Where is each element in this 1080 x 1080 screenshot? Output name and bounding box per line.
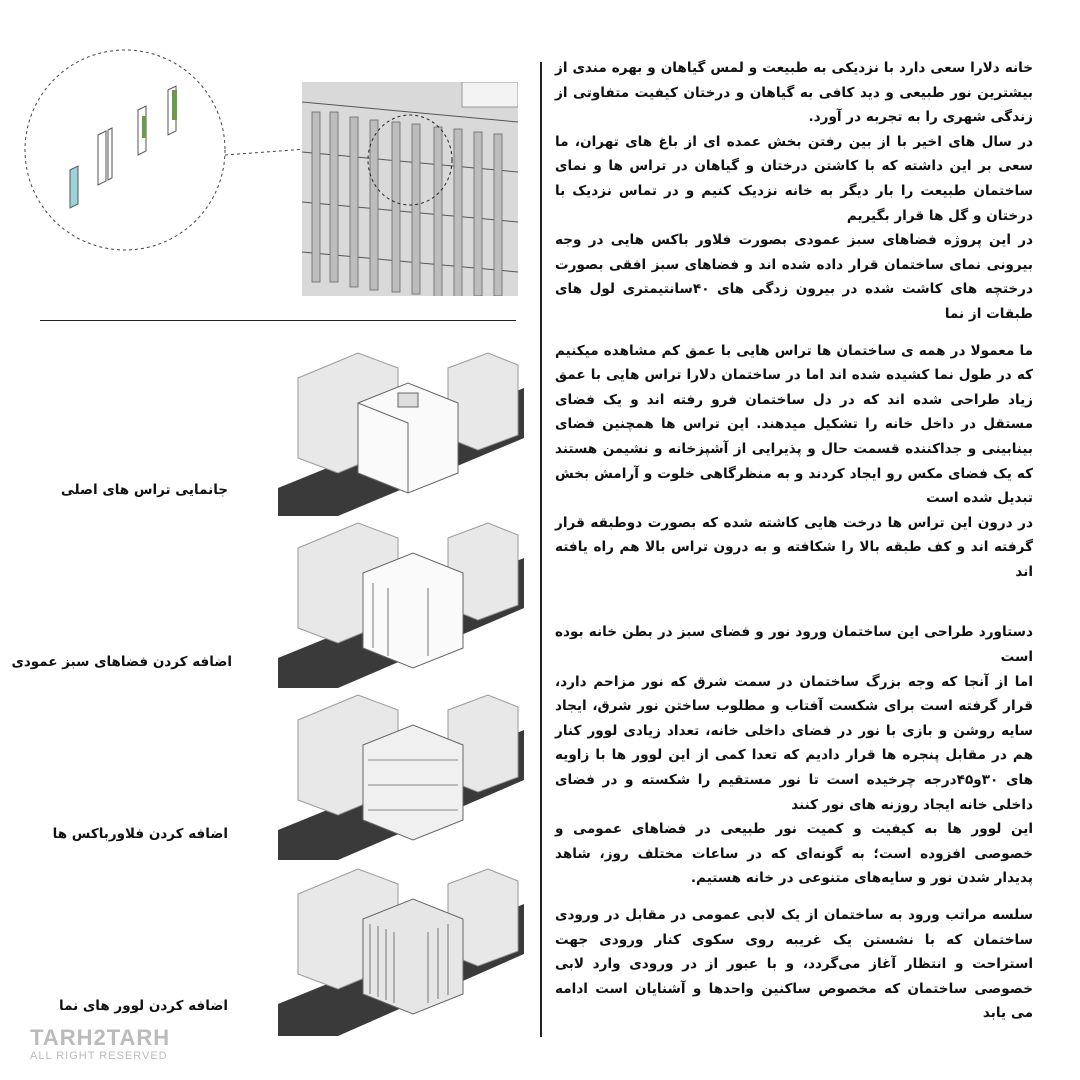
axonometric-flowerboxes xyxy=(278,690,524,860)
caption-flowerboxes: اضافه کردن فلاورباکس ها xyxy=(52,826,228,842)
facade-image xyxy=(302,82,518,296)
paragraph: در درون این تراس ها درخت هایی کاشته شده که بصورت دوطبقه قرار گرفته اند و کف طبقه بالا را شکافته و به درون تراس بالا هم راه یافته اند xyxy=(555,514,1033,580)
paragraph: ما معمولا در همه ی ساختمان ها تراس هایی با عمق کم مشاهده میکنیم که در طول نما کشیده شده اند اما در ساختمان دلارا تراس هایی با عمق زیاد طراحی شده اند که در دل ساختمان فرو رفته اند و یک فضای مستقل در داخل خانه را تشکیل میدهند. این تراس ها همچنین فضای بینابینی و جداکننده قسمت حال و پذیرایی از آشپزخانه و نشیمن هستند که یک فضای مکس رو ایجاد کردند و به منظرگاهی خلوت و آرامش بخش تبدیل شده است xyxy=(555,342,1033,507)
paragraph: این لوور ها به کیفیت و کمیت نور طبیعی در فضاهای عمومی و خصوصی افزوده است؛ به گونه‌ای که در ساعات مختلف روز، شاهد پدیدار شدن نور و سایه‌های متنوعی در خانه هستیم. xyxy=(555,821,1033,887)
description-column xyxy=(555,56,1033,1026)
watermark-subtitle: ALL RIGHT RESERVED xyxy=(30,1050,168,1063)
paragraph: در این پروژه فضاهای سبز عمودی بصورت فلاور باکس هایی در وجه بیرونی نمای ساختمان قرار داده شده اند و فضاهای سبز افقی بصورت درختچه های کاشت شده در بیرون زدگی های ۴۰سانتیمتری لول های طبقات از نما xyxy=(555,232,1033,322)
caption-vertical-green: اضافه کردن فضاهای سبز عمودی xyxy=(11,654,232,670)
column-divider xyxy=(540,62,542,1037)
paragraph: اما از آنجا که وجه بزرگ ساختمان در سمت شرق که نور مزاحم دارد، قرار گرفته است برای شکست آفتاب و مطلوب ساختن نور شرق، ایجاد سایه روشن و بازی با نور در فضای داخلی خانه، تعداد زیادی لوور کنار هم در مقابل پنجره ها قرار دادیم که تعدا کمی از این لوور ها با زاویه های ۳۰و۴۵درجه چرخیده است تا نور مستقیم را شکسته و در فضای داخلی خانه ایجاد روزنه های نور کنند xyxy=(555,673,1033,813)
paragraph: در سال های اخیر با از بین رفتن بخش عمده ای از باغ های تهران، ما سعی بر این داشته که با کاشتن درختان و گیاهان در تراس ها و نمای ساختمان طبیعت را بار دیگر به خانه نزدیک کنیم و در تماس نزدیک با درختان و گل ها قرار بگیریم xyxy=(555,133,1033,224)
watermark-logo xyxy=(30,1026,170,1062)
flowerbox-detail-diagram xyxy=(20,40,320,280)
axonometric-louvers xyxy=(278,864,524,1036)
description-top xyxy=(555,56,1033,584)
watermark-title: TARH2TARH xyxy=(30,1025,171,1050)
caption-terraces: جانمایی تراس های اصلی xyxy=(60,482,228,498)
axonometric-vertical-green xyxy=(278,518,524,688)
axonometric-terraces xyxy=(278,348,524,516)
section-divider xyxy=(40,320,516,321)
paragraph: خانه دلارا سعی دارد با نزدیکی به طبیعت و لمس گیاهان و بهره مندی از بیشترین نور طبیعی و دید کافی به گیاهان و درختان کیفیت متفاوتی از زندگی شهری را به تجربه در آورد. xyxy=(555,60,1033,126)
paragraph: دستاورد طراحی این ساختمان ورود نور و فضای سبز در بطن خانه بوده است xyxy=(555,624,1033,666)
caption-louvers: اضافه کردن لوور های نما xyxy=(59,998,228,1014)
description-lower xyxy=(555,620,1033,1026)
paragraph: سلسه مراتب ورود به ساختمان از یک لابی عمومی در مقابل در ورودی ساختمان که با نشستن یک غریبه روی سکوی کنار ورودی جهت استراحت و انتظار آغاز می‌گردد، و با عبور از در ورودی وارد لابی خصوصی ساختمان که مخصوص ساکنین واحدها و آشنایان است ادامه می یابد xyxy=(555,907,1033,1022)
